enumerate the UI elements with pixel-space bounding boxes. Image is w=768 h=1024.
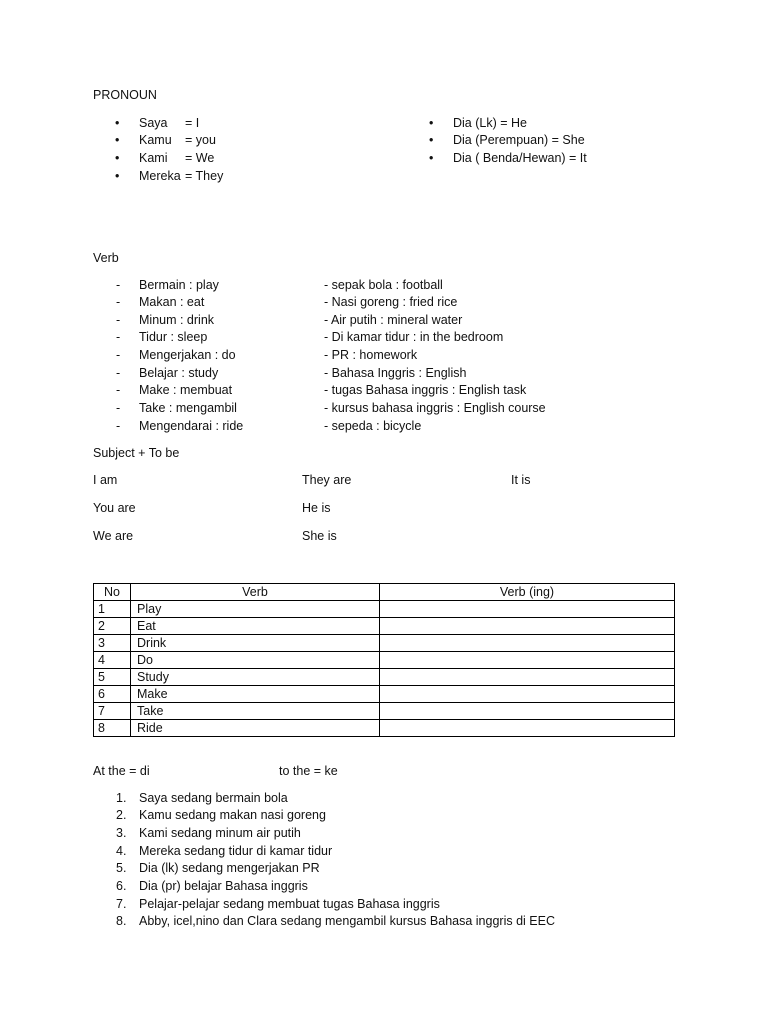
exercise-text: Abby, icel,nino dan Clara sedang mengambil kursus Bahasa inggris di EEC	[139, 914, 555, 928]
item-number: 3.	[116, 826, 127, 840]
verb-table	[93, 583, 675, 737]
cell-verb: Ride	[131, 720, 380, 737]
verb-text: Make : membuat	[139, 383, 233, 397]
list-item	[115, 169, 224, 183]
list-item	[116, 383, 233, 397]
subject-to-be-heading: Subject + To be	[93, 446, 180, 460]
list-item	[116, 826, 301, 840]
list-item	[115, 133, 216, 147]
pronoun-name: Saya	[139, 116, 168, 130]
bullet-icon: •	[115, 133, 120, 147]
item-number: 5.	[116, 861, 127, 875]
noun-text: - Di kamar tidur : in the bedroom	[324, 330, 504, 344]
verb-text: Minum : drink	[139, 313, 215, 327]
table-row	[94, 652, 675, 669]
list-item	[116, 366, 219, 380]
bullet-icon: •	[115, 151, 120, 165]
pronoun-eq: = We	[185, 151, 215, 165]
verb-text: Take : mengambil	[139, 401, 237, 415]
exercise-text: Dia (pr) belajar Bahasa inggris	[139, 879, 308, 893]
noun-text: - Nasi goreng : fried rice	[324, 295, 458, 309]
exercise-text: Kami sedang minum air putih	[139, 826, 301, 840]
cell-verb-ing[interactable]	[380, 601, 675, 618]
list-item-text: Dia (Perempuan) = She	[453, 133, 585, 147]
list-item	[116, 897, 440, 911]
cell-verb-ing[interactable]	[380, 669, 675, 686]
list-item	[116, 313, 215, 327]
header-no: No	[94, 584, 131, 601]
dash-icon: -	[116, 278, 121, 292]
cell-verb-ing[interactable]	[380, 703, 675, 720]
cell-verb-ing[interactable]	[380, 618, 675, 635]
cell-no: 7	[94, 703, 131, 720]
list-item	[116, 861, 320, 875]
verb-heading: Verb	[93, 251, 119, 265]
to-be-item: I am	[93, 473, 118, 487]
item-number: 4.	[116, 844, 127, 858]
list-item	[116, 808, 326, 822]
list-item-text: Dia (Lk) = He	[453, 116, 527, 130]
cell-verb: Take	[131, 703, 380, 720]
to-be-item: She is	[302, 529, 337, 543]
verb-text: Tidur : sleep	[139, 330, 208, 344]
cell-verb-ing[interactable]	[380, 652, 675, 669]
table-row	[94, 635, 675, 652]
dash-icon: -	[116, 383, 121, 397]
verb-text: Bermain : play	[139, 278, 219, 292]
noun-text: - Air putih : mineral water	[324, 313, 463, 327]
list-item	[116, 879, 308, 893]
pronoun-name: Kamu	[139, 133, 172, 147]
pronoun-eq: = They	[185, 169, 224, 183]
table-row	[94, 618, 675, 635]
bullet-icon: •	[429, 116, 434, 130]
noun-text: - sepeda : bicycle	[324, 419, 422, 433]
item-number: 2.	[116, 808, 127, 822]
list-item	[429, 151, 587, 165]
table-row	[94, 720, 675, 737]
bullet-icon: •	[429, 133, 434, 147]
pronoun-name: Mereka	[139, 169, 181, 183]
verb-text: Makan : eat	[139, 295, 205, 309]
noun-text: - tugas Bahasa inggris : English task	[324, 383, 527, 397]
table-row	[94, 669, 675, 686]
noun-text: - kursus bahasa inggris : English course	[324, 401, 546, 415]
cell-no: 2	[94, 618, 131, 635]
exercise-text: Mereka sedang tidur di kamar tidur	[139, 844, 333, 858]
exercise-text: Saya sedang bermain bola	[139, 791, 288, 805]
item-number: 7.	[116, 897, 127, 911]
dash-icon: -	[116, 330, 121, 344]
verb-text: Mengendarai : ride	[139, 419, 244, 433]
dash-icon: -	[116, 295, 121, 309]
list-item	[116, 914, 555, 928]
cell-verb: Study	[131, 669, 380, 686]
header-verb-ing: Verb (ing)	[380, 584, 675, 601]
verb-text: Mengerjakan : do	[139, 348, 236, 362]
to-be-item: You are	[93, 501, 136, 515]
list-item	[116, 348, 236, 362]
cell-no: 1	[94, 601, 131, 618]
cell-no: 5	[94, 669, 131, 686]
list-item	[116, 419, 244, 433]
dash-icon: -	[116, 313, 121, 327]
item-number: 6.	[116, 879, 127, 893]
list-item	[116, 844, 333, 858]
bullet-icon: •	[115, 169, 120, 183]
list-item	[116, 295, 205, 309]
preposition-to-the: to the = ke	[279, 764, 338, 778]
item-number: 8.	[116, 914, 127, 928]
cell-no: 3	[94, 635, 131, 652]
table-row	[94, 703, 675, 720]
preposition-at-the: At the = di	[93, 764, 150, 778]
cell-verb: Drink	[131, 635, 380, 652]
cell-no: 6	[94, 686, 131, 703]
bullet-icon: •	[115, 116, 120, 130]
to-be-item: We are	[93, 529, 134, 543]
header-verb: Verb	[131, 584, 380, 601]
cell-verb: Eat	[131, 618, 380, 635]
list-item	[116, 401, 237, 415]
pronoun-eq: = you	[185, 133, 216, 147]
cell-verb-ing[interactable]	[380, 635, 675, 652]
list-item	[429, 133, 585, 147]
cell-verb: Do	[131, 652, 380, 669]
dash-icon: -	[116, 348, 121, 362]
dash-icon: -	[116, 419, 121, 433]
dash-icon: -	[116, 366, 121, 380]
cell-verb: Play	[131, 601, 380, 618]
to-be-item: It is	[511, 473, 531, 487]
cell-no: 8	[94, 720, 131, 737]
cell-verb-ing[interactable]	[380, 686, 675, 703]
pronoun-name: Kami	[139, 151, 168, 165]
noun-text: - PR : homework	[324, 348, 418, 362]
list-item	[116, 278, 219, 292]
verb-text: Belajar : study	[139, 366, 219, 380]
list-item	[115, 151, 215, 165]
list-item-text: Dia ( Benda/Hewan) = It	[453, 151, 587, 165]
table-row	[94, 686, 675, 703]
noun-text: - Bahasa Inggris : English	[324, 366, 467, 380]
list-item	[429, 116, 527, 130]
dash-icon: -	[116, 401, 121, 415]
pronoun-heading: PRONOUN	[93, 88, 157, 102]
exercise-text: Dia (lk) sedang mengerjakan PR	[139, 861, 320, 875]
exercise-text: Kamu sedang makan nasi goreng	[139, 808, 326, 822]
list-item	[115, 116, 200, 130]
cell-verb-ing[interactable]	[380, 720, 675, 737]
list-item	[116, 330, 208, 344]
list-item	[116, 791, 288, 805]
exercise-text: Pelajar-pelajar sedang membuat tugas Bahasa inggris	[139, 897, 440, 911]
to-be-item: He is	[302, 501, 331, 515]
cell-verb: Make	[131, 686, 380, 703]
item-number: 1.	[116, 791, 127, 805]
bullet-icon: •	[429, 151, 434, 165]
pronoun-eq: = I	[185, 116, 200, 130]
to-be-item: They are	[302, 473, 352, 487]
noun-text: - sepak bola : football	[324, 278, 443, 292]
table-header-row	[94, 584, 675, 601]
cell-no: 4	[94, 652, 131, 669]
table-row	[94, 601, 675, 618]
